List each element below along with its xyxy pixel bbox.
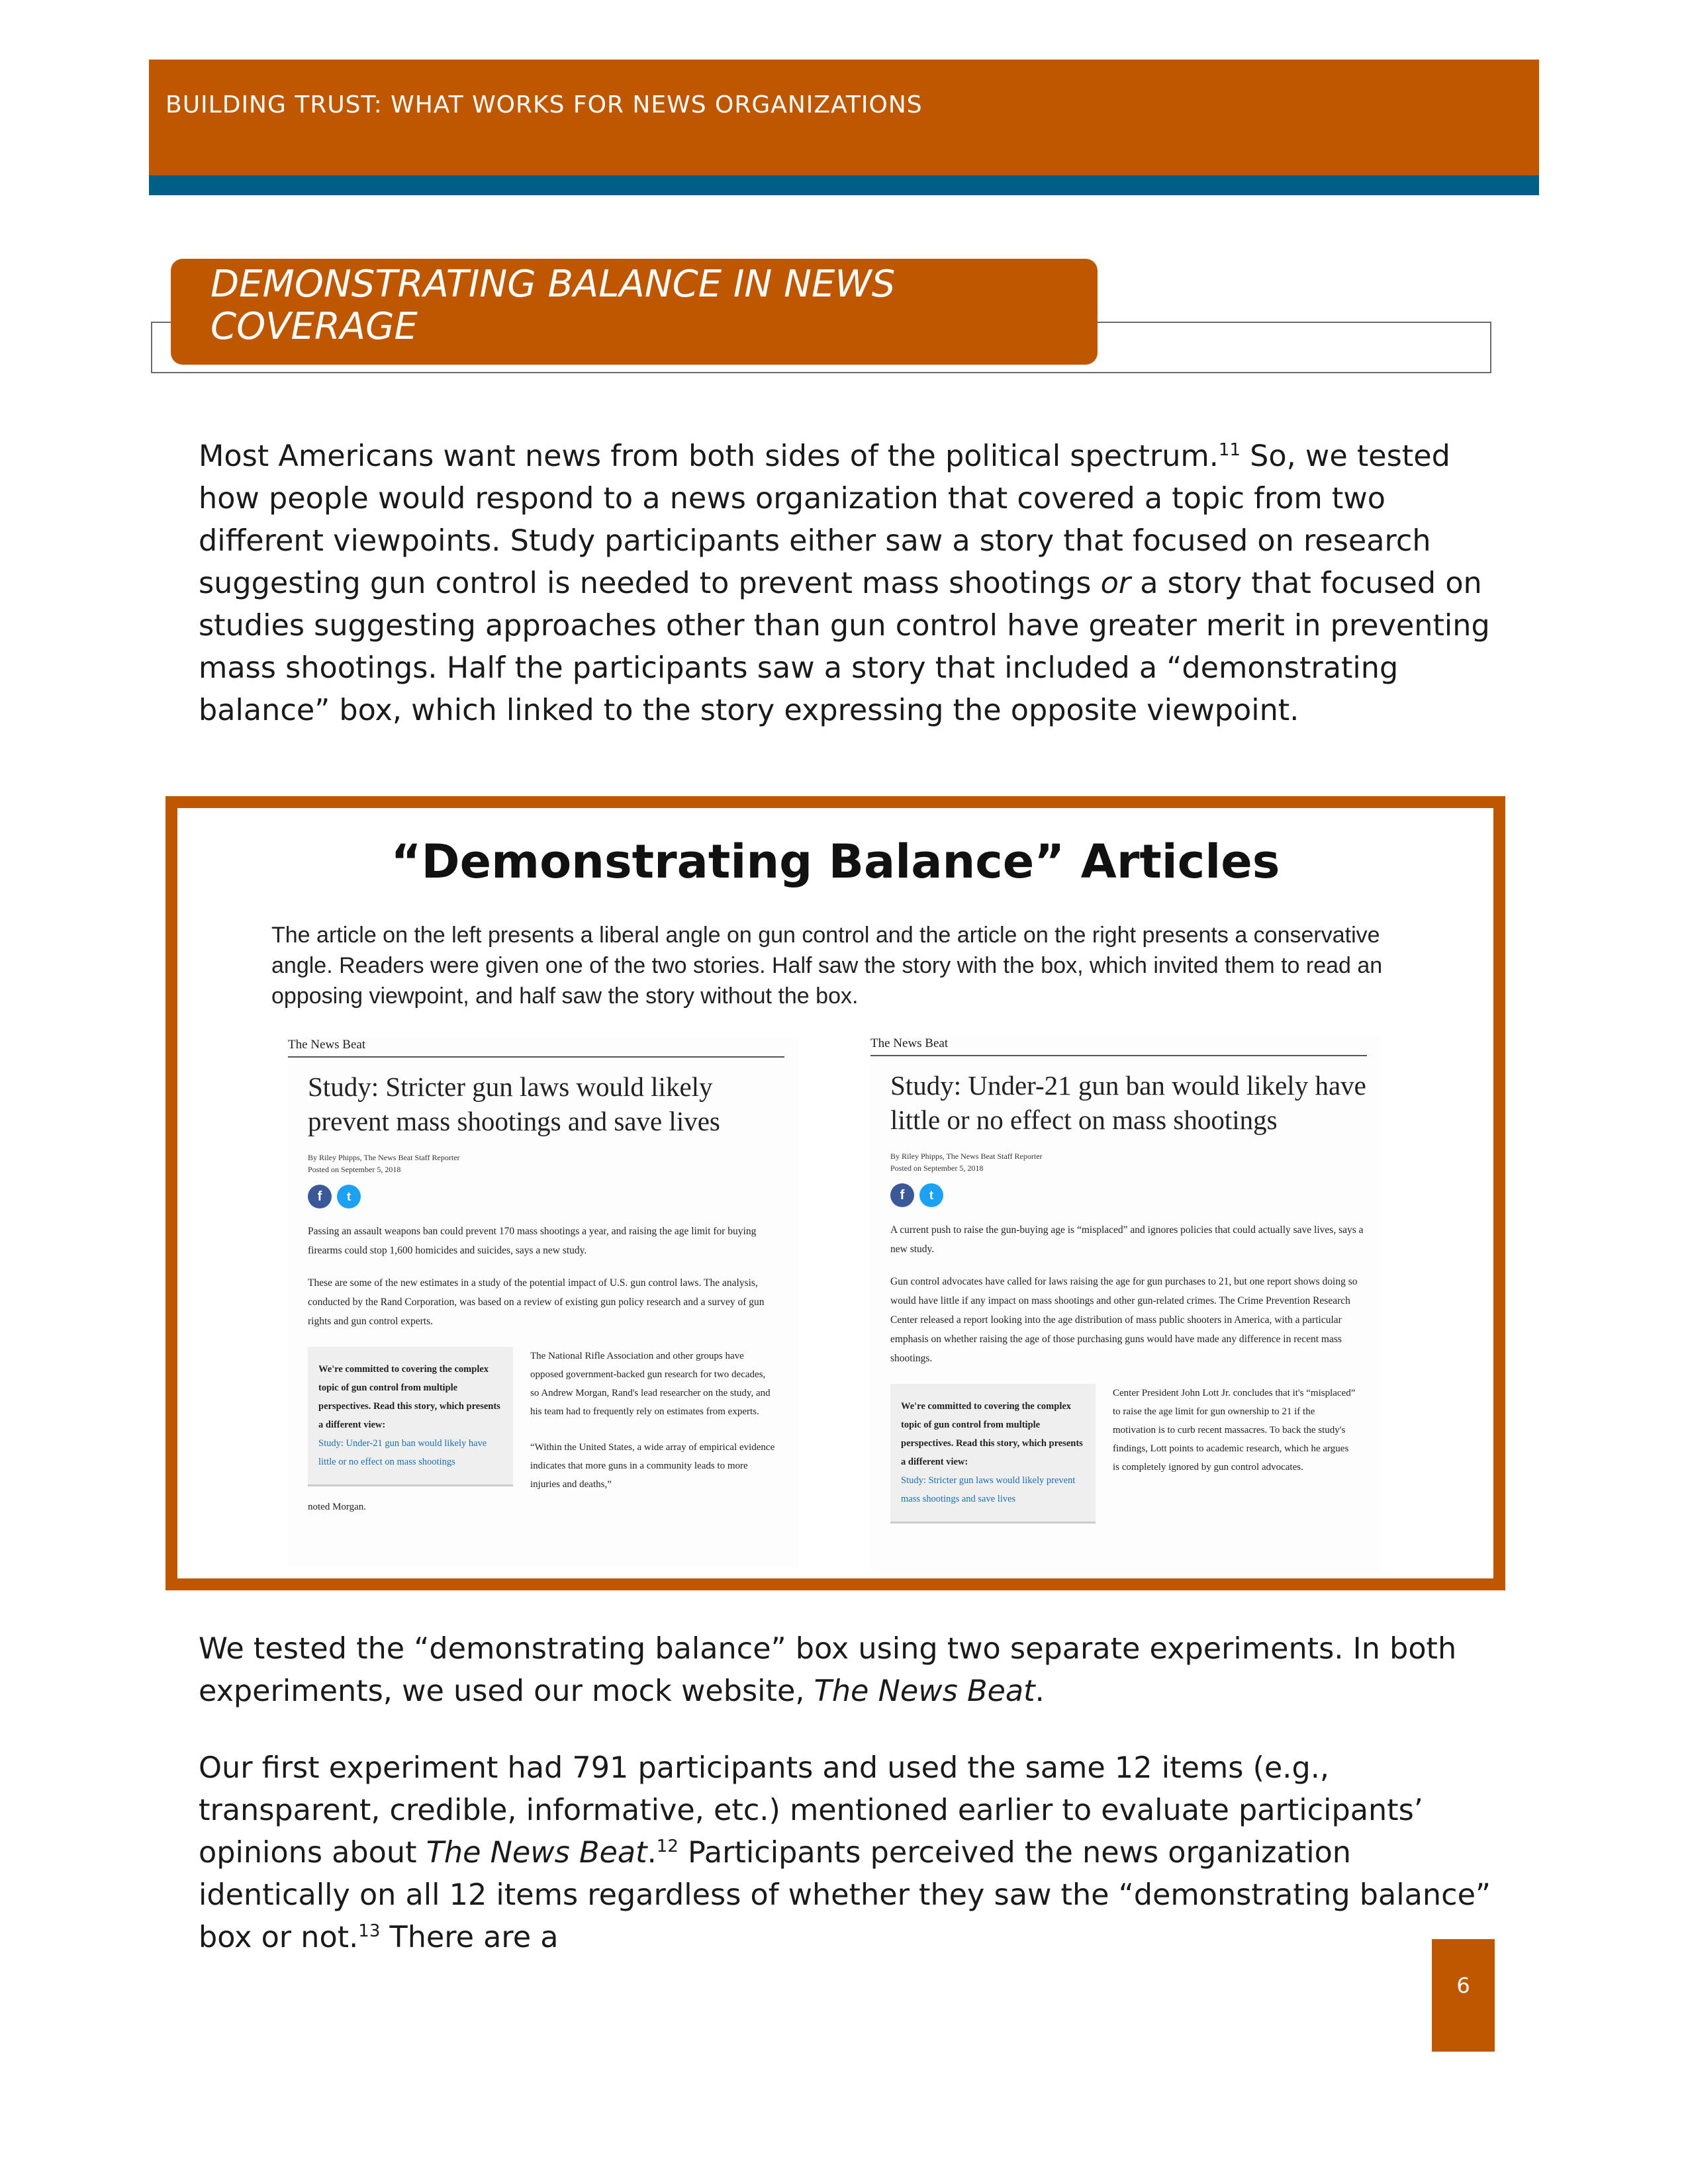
article-right [870,1036,1380,1572]
article-side-column [1113,1384,1358,1524]
para2-text-1: We tested the “demonstrating balance” box using two separate experiments. In both experiments, we used our mock website, [199,1632,1457,1708]
article-paragraph: The National Rifle Association and other groups have opposed government-backed gun research for two decades, so Andrew Morgan, Rand's lead researcher on the study, and his team had to frequently rely on estimates from experts. [530,1351,771,1417]
article-paragraph: Passing an assault weapons ban could prevent 170 mass shootings a year, and raising the age limit for buying firearms could stop 1,600 homicides and suicides, says a new study. [308,1226,757,1256]
balance-box-link[interactable]: Study: Under-21 gun ban would likely have little or no effect on mass shootings [318,1438,487,1467]
masthead: The News Beat [870,1036,1367,1056]
intro-text-3: a story that focused on studies suggesting approaches other than gun control have greater merit in preventing mass shootings. Half the participants saw a story that included a “demonstrating balance” box, which linked to the story expressing the opposite viewpoint. [199,567,1490,727]
header-stripe [149,175,1539,195]
report-title: BUILDING TRUST: WHAT WORKS FOR NEWS ORGANIZATIONS [165,91,923,118]
article-columns [890,1384,1367,1524]
para3-text-4: There are a [380,1921,559,1954]
para3-text-2: . [647,1836,657,1870]
balance-box-text: We're committed to covering the complex topic of gun control from multiple perspectives. Read this story, which presents a different view: [318,1364,500,1430]
article-byline [890,1150,1380,1174]
social-share [308,1185,798,1208]
para3-italic: The News Beat [426,1836,647,1870]
article-paragraph: A current push to raise the gun-buying age is “misplaced” and ignores policies that could actually save lives, says a new study. [890,1224,1364,1255]
article-left [288,1038,798,1567]
para3-text-1: Our first experiment had 791 participants and used the same 12 items (e.g., transparent, credible, informative, etc.) mentioned earlier to evaluate participants’ opinions about [199,1751,1423,1870]
balance-box-text: We're committed to covering the complex topic of gun control from multiple perspectives. Read this story, which presents a different view: [901,1401,1083,1467]
twitter-icon[interactable]: t [919,1183,943,1207]
article-paragraph: Center President John Lott Jr. concludes that it's “misplaced” to raise the age limit for gun ownership to 21 if the motivation is to curb recent massacres. To back the study's findings, Lott points to academic research, which he argues is completely ignored by gun control advocates. [1113,1388,1356,1473]
article-paragraph: These are some of the new estimates in a study of the potential impact of U.S. gun control laws. The analysis, conducted by the Rand Corporation, was based on a review of existing gun policy research and a survey of gun rights and gun control experts. [308,1277,765,1327]
article-headline: Study: Stricter gun laws would likely prevent mass shootings and save lives [308,1071,720,1136]
social-share [890,1183,1380,1207]
article-headline: Study: Under-21 gun ban would likely have little or no effect on mass shootings [890,1070,1366,1135]
para2-italic: The News Beat [814,1674,1035,1708]
article-paragraph: Gun control advocates have called for laws raising the age for gun purchases to 21, but one report shows doing so would have little if any impact on mass shootings and other gun-related crimes. The Crime Prevention Research Center released a report looking into the age distribution of mass public shooters in America, with a particular emphasis on whether raising the age of those purchasing guns would have made any difference in recent mass shootings. [890,1276,1358,1364]
para2-text-2: . [1035,1674,1045,1708]
facebook-icon[interactable]: f [308,1185,332,1208]
masthead: The News Beat [288,1038,784,1058]
facebook-icon[interactable]: f [890,1183,914,1207]
byline-date: Posted on September 5, 2018 [308,1165,401,1174]
experiments-paragraph [199,1628,1496,1713]
footnote-12[interactable]: 12 [656,1837,679,1857]
intro-text-1: Most Americans want news from both sides of the political spectrum. [199,439,1219,473]
twitter-icon[interactable]: t [337,1185,361,1208]
intro-text-2: So, we tested how people would respond to a news organization that covered a topic from two different viewpoints. Study participants either saw a story that focused on research suggesting gun control is needed to prevent mass shootings [199,439,1450,600]
article-columns [308,1347,784,1494]
byline-author: By Riley Phipps, The News Beat Staff Reporter [890,1152,1043,1161]
footnote-11[interactable]: 11 [1218,440,1241,461]
footnote-13[interactable]: 13 [358,1921,381,1942]
page-number: 6 [1432,1939,1495,2052]
article-side-column [530,1347,775,1494]
first-experiment-paragraph [199,1747,1496,1959]
para3-text-3: Participants perceived the news organization identically on all 12 items regardless of whether they saw the “demonstrating balance” box or not. [199,1836,1491,1954]
byline-date: Posted on September 5, 2018 [890,1163,984,1173]
intro-paragraph [199,435,1496,732]
balance-box-link[interactable]: Study: Stricter gun laws would likely prevent mass shootings and save lives [901,1475,1076,1504]
article-paragraph: noted Morgan. [308,1502,367,1512]
balance-box [308,1347,513,1486]
figure-description: The article on the left presents a liberal angle on gun control and the article on the right presents a conservative angle. Readers were given one of the two stories. Half saw the story with the box, which invited them to read an opposing viewpoint, and half saw the story without the box. [271,923,1383,1009]
article-paragraph: “Within the United States, a wide array of empirical evidence indicates that more guns in a community leads to more injuries and deaths,” [530,1442,775,1490]
article-byline [308,1152,798,1175]
balance-box [890,1384,1096,1524]
section-heading: DEMONSTRATING BALANCE IN NEWS COVERAGE [211,263,896,348]
intro-or: or [1100,567,1131,600]
figure-title: “Demonstrating Balance” Articles [391,835,1280,889]
byline-author: By Riley Phipps, The News Beat Staff Reporter [308,1153,460,1162]
